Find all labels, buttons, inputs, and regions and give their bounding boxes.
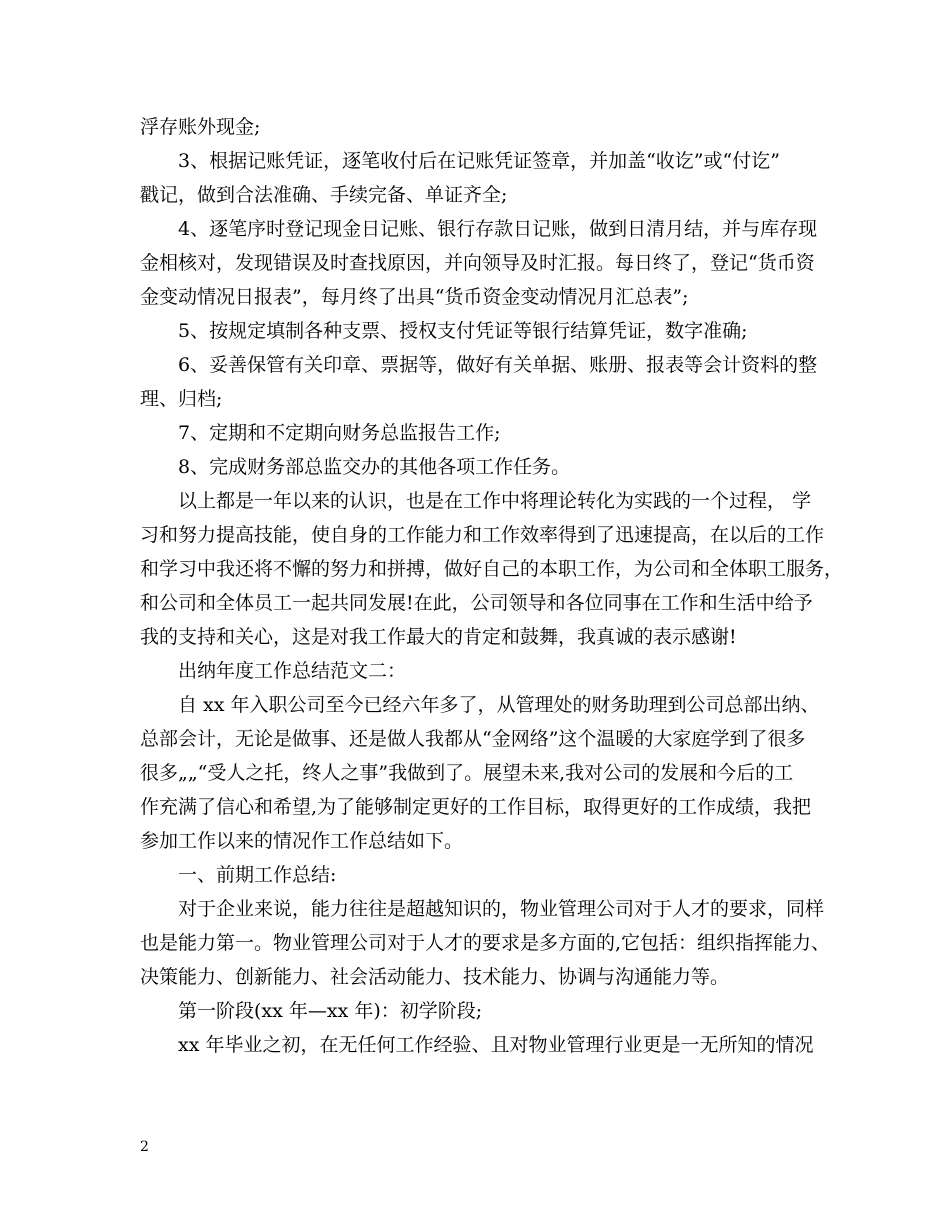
section-heading: 出纳年度工作总结范文二： <box>178 660 407 682</box>
text-line: 也是能力第一。物业管理公司对于人才的要求是多方面的,它包括：组织指挥能力、 <box>140 932 831 954</box>
text-line: 7、定期和不定期向财务总监报告工作; <box>178 422 501 444</box>
text-line: 5、按规定填制各种支票、授权支付凭证等银行结算凭证，数字准确; <box>178 320 748 342</box>
text-line: 自 xx 年入职公司至今已经六年多了，从管理处的财务助理到公司总部出纳、 <box>178 694 820 716</box>
document-body <box>140 113 844 1065</box>
text-line: 作充满了信心和希望,为了能够制定更好的工作目标，取得更好的工作成绩，我把 <box>140 796 812 818</box>
text-line: xx 年毕业之初，在无任何工作经验、且对物业管理行业更是一无所知的情况 <box>178 1034 814 1056</box>
text-line: 金变动情况日报表”，每月终了出具“货币资金变动情况月汇总表”; <box>140 286 689 308</box>
text-line: 很多„„“受人之托，终人之事”我做到了。展望未来,我对公司的发展和今后的工 <box>140 762 794 784</box>
text-line: 参加工作以来的情况作工作总结如下。 <box>140 830 464 852</box>
text-line: 决策能力、创新能力、社会活动能力、技术能力、协调与沟通能力等。 <box>140 966 730 988</box>
text-line: 6、妥善保管有关印章、票据等，做好有关单据、账册、报表等会计资料的整 <box>178 354 818 376</box>
section-heading: 一、前期工作总结: <box>178 864 337 886</box>
text-line: 戳记，做到合法准确、手续完备、单证齐全; <box>140 184 508 206</box>
section-heading: 第一阶段(xx 年—xx 年)：初学阶段; <box>178 1000 483 1022</box>
text-line: 和学习中我还将不懈的努力和拼搏，做好自己的本职工作，为公司和全体职工服务， <box>140 558 844 580</box>
text-line: 总部会计，无论是做事、还是做人我都从“金网络”这个温暖的大家庭学到了很多 <box>140 728 806 750</box>
text-line: 我的支持和关心，这是对我工作最大的肯定和鼓舞，我真诚的表示感谢! <box>140 626 737 648</box>
text-line: 和公司和全体员工一起共同发展!在此，公司领导和各位同事在工作和生活中给予 <box>140 592 813 614</box>
text-line: 习和努力提高技能，使自身的工作能力和工作效率得到了迅速提高，在以后的工作 <box>140 524 825 546</box>
text-line: 浮存账外现金; <box>140 116 261 138</box>
text-line: 以上都是一年以来的认识，也是在工作中将理论转化为实践的一个过程， 学 <box>178 490 812 512</box>
text-line: 4、逐笔序时登记现金日记账、银行存款日记账，做到日清月结，并与库存现 <box>178 218 818 240</box>
text-line: 对于企业来说，能力往往是超越知识的，物业管理公司对于人才的要求，同样 <box>178 898 825 920</box>
text-line: 金相核对，发现错误及时查找原因，并向领导及时汇报。每日终了，登记“货币资 <box>140 252 815 274</box>
text-line: 3、根据记账凭证，逐笔收付后在记账凭证签章，并加盖“收讫”或“付讫” <box>178 150 780 172</box>
text-line: 8、完成财务部总监交办的其他各项工作任务。 <box>178 456 571 478</box>
text-line: 理、归档; <box>140 388 223 410</box>
page-number: 2 <box>140 1139 149 1155</box>
